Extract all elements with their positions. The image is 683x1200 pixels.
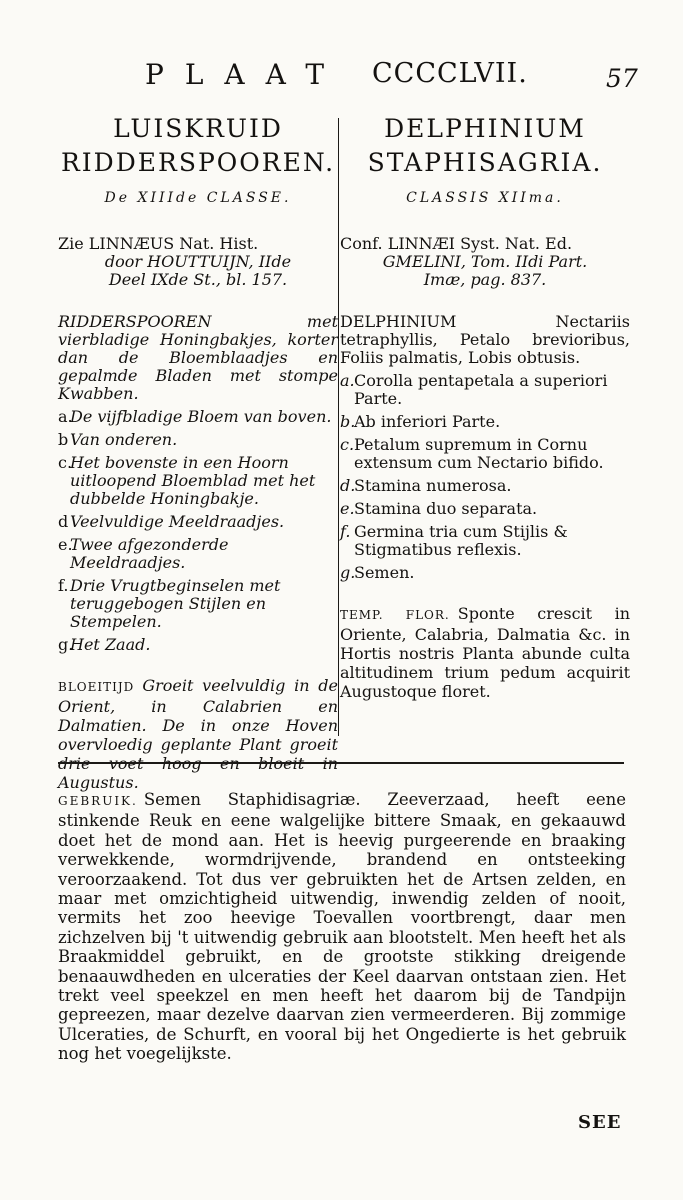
legend-label: a. [58,407,73,426]
legend-item [340,436,630,472]
latin-name-1: DELPHINIUM [384,114,586,143]
legend-item [340,564,630,582]
legend-text: Stamina numerosa. [354,476,512,495]
flowering-lead: BLOEITIJD [58,680,135,694]
legend-label: a. [340,371,355,390]
dutch-description: RIDDERSPOOREN met vierbladige Honingbakjes, korter dan de Bloemblaadjes en gepalmde Bladen met stompe Kwabben. [58,312,338,403]
legend-label: e. [340,499,355,518]
legend-label: f. [340,522,351,541]
legend-label: d. [340,476,356,495]
page-number: 57 [606,64,638,93]
legend-text: Van onderen. [70,430,178,449]
latin-ref-line: Imæ, pag. 837. [423,270,547,289]
legend-text: Drie Vrugtbeginselen met teruggebogen Stijlen en Stempelen. [70,576,281,631]
latin-reference [340,235,630,289]
legend-text: Germina tria cum Stijlis & Stigmatibus reflexis. [354,522,568,559]
latin-ref-line: Conf. LINNÆI Syst. Nat. Ed. [340,234,573,253]
usage-lead: GEBRUIK. [58,794,138,808]
dutch-name-1: LUISKRUID [113,114,283,143]
latin-column [340,112,630,701]
flowering-text: Sponte crescit in Oriente, Calabria, Dalmatia &c. in Hortis nostris Planta abunde culta altitudinem trium pedum acquirit Augustoque floret. [340,604,630,701]
legend-item [58,408,338,426]
legend-label: e. [58,535,73,554]
legend-text: Het Zaad. [70,635,151,654]
legend-item [340,523,630,559]
legend-item [58,636,338,654]
flowering-text: Groeit veelvuldig in de Orient, in Calabrien en Dalmatien. De in onze Hoven overvloedig geplante Plant groeit Augustus. [58,676,338,792]
legend-item [340,413,630,431]
dutch-figure-legend [58,408,338,654]
dutch-name-2: RIDDERSPOOREN. [60,148,336,177]
legend-text: Twee afgezonderde Meeldraadjes. [70,535,229,572]
legend-item [340,477,630,495]
legend-item [58,431,338,449]
dutch-class: De XIIIde CLASSE. [104,190,292,206]
plate-number: CCCCLVII. [372,58,528,89]
latin-flowering [340,604,630,701]
legend-text: Veelvuldige Meeldraadjes. [70,512,285,531]
legend-text: Stamina duo separata. [354,499,538,518]
legend-label: d [58,512,69,531]
section-rule [58,762,624,764]
legend-label: f. [58,576,69,595]
legend-label: g. [58,635,74,654]
usage-text: Semen Staphidisagriæ. Zeeverzaad, heeft eene stinkende Reuk en eene walgelijke bittere Smaak, en gekaauwd doet het de mond aan. Het is heevig purgeerende en braaking verwekkende, wormdrijvende, brandend en ontsteeking veroorzaakend. Tot dus ver gebruikten het de Artsen zelden, en maar met omzichtigheid uitwendig, inwendig zelden of nooit, vermits het zoo heevige Toevallen voortbrengt, daar men zichzelven bij 't uitwendig gebruik aan blootstelt. Men heeft het als Braakmiddel gebruikt, en de grootste stikking dreigende benaauwdheden en ulceraties der Keel daarvan ontstaan zien. Het trekt veel speekzel en men heeft het daarom bij de Tandpijn gepreezen, maar dezelve daarvan zien vermeerderen. Bij zommige Ulceraties, de Schurft, en vooral bij het Ongedierte is het gebruik nog het voegelijkste. [58,790,626,1064]
dutch-ref-line: Zie LINNÆUS Nat. Hist. [58,234,259,253]
latin-figure-legend [340,372,630,582]
legend-item [340,500,630,518]
latin-class: CLASSIS XIIma. [406,190,564,206]
dutch-column [58,112,338,792]
running-head [0,58,683,98]
legend-text: Ab inferiori Parte. [354,412,501,431]
legend-item [340,372,630,408]
legend-text: Petalum supremum in Cornu extensum cum Nectario bifido. [354,435,604,472]
dutch-flowering [58,676,338,792]
legend-label: c. [58,453,73,472]
legend-label: b [58,430,69,449]
legend-label: g. [340,563,356,582]
legend-item [58,577,338,631]
column-divider [338,118,339,736]
legend-label: c. [340,435,355,454]
flowering-lead: TEMP. FLOR. [340,608,450,622]
dutch-ref-line: Deel IXde St., bl. 157. [108,270,288,289]
legend-text: Het bovenste in een Hoorn uitloopend Bloemblad met het dubbelde Honingbakje. [70,453,316,508]
legend-text: Corolla pentapetala a superiori Parte. [354,371,608,408]
dutch-reference [58,235,338,289]
catchword: SEE [578,1112,622,1133]
plate-label: PLAAT [145,58,346,91]
legend-item [58,454,338,508]
legend-label: b. [340,412,356,431]
usage-paragraph [58,790,626,1064]
latin-description: DELPHINIUM Nectariis tetraphyllis, Petalo brevioribus, Foliis palmatis, Lobis obtusis. [340,312,630,367]
latin-name-2: STAPHISAGRIA. [367,148,603,177]
legend-item [58,513,338,531]
legend-text: De vijfbladige Bloem van boven. [70,407,332,426]
dutch-ref-line: door HOUTTUIJN, IIde [104,252,292,271]
latin-ref-line: GMELINI, Tom. IIdi Part. [382,252,588,271]
legend-text: Semen. [354,563,415,582]
legend-item [58,536,338,572]
